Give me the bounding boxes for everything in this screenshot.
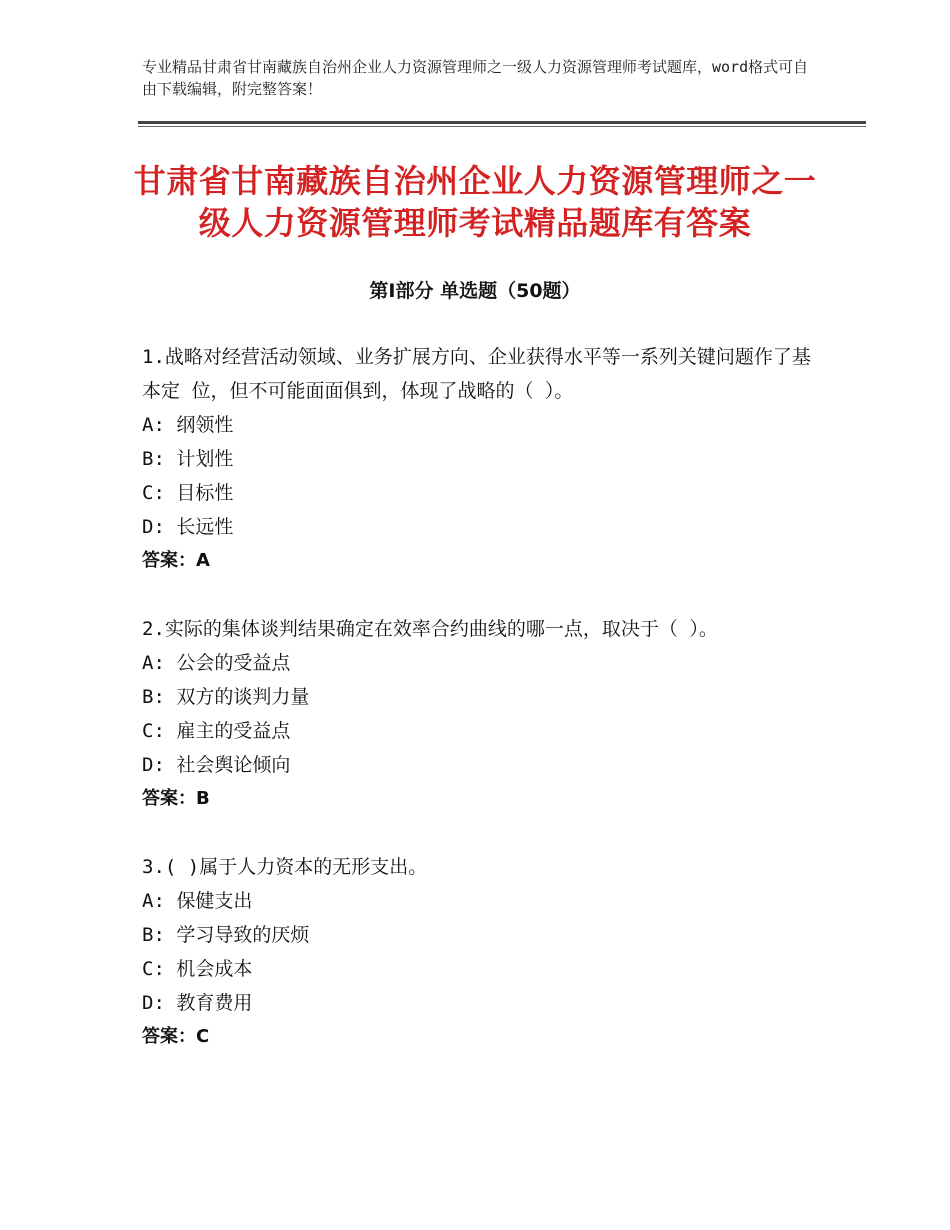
question-stem: 1.战略对经营活动领域、业务扩展方向、企业获得水平等一系列关键问题作了基本定 位，但不可能面面俱到，体现了战略的（ ）。: [142, 346, 811, 402]
option-a: A: 公会的受益点: [142, 652, 291, 674]
option-d: D: 社会舆论倾向: [142, 754, 291, 776]
option-b: B: 计划性: [142, 448, 234, 470]
option-b: B: 学习导致的厌烦: [142, 924, 310, 946]
section-title: 第Ⅰ部分 单选题（50题）: [369, 280, 581, 302]
option-d: D: 教育费用: [142, 992, 253, 1014]
question-1: [142, 340, 822, 578]
header-divider-thin: [138, 126, 866, 127]
document-title: 甘肃省甘南藏族自治州企业人力资源管理师之一级人力资源管理师考试精品题库有答案: [133, 162, 817, 242]
question-stem: 2.实际的集体谈判结果确定在效率合约曲线的哪一点，取决于（ ）。: [142, 618, 718, 640]
answer: 答案：A: [142, 550, 210, 571]
header-note: 专业精品甘肃省甘南藏族自治州企业人力资源管理师之一级人力资源管理师考试题库，word格式可自由下载编辑，附完整答案！: [142, 58, 809, 98]
question-2: [142, 612, 822, 816]
option-c: C: 雇主的受益点: [142, 720, 291, 742]
option-a: A: 纲领性: [142, 414, 234, 436]
option-c: C: 目标性: [142, 482, 234, 504]
answer: 答案：B: [142, 788, 210, 809]
option-d: D: 长远性: [142, 516, 234, 538]
question-3: [142, 850, 822, 1054]
option-a: A: 保健支出: [142, 890, 253, 912]
header-divider-thick: [138, 121, 866, 124]
question-list: [142, 340, 822, 1088]
question-stem: 3.( )属于人力资本的无形支出。: [142, 856, 428, 878]
option-b: B: 双方的谈判力量: [142, 686, 310, 708]
option-c: C: 机会成本: [142, 958, 253, 980]
answer: 答案：C: [142, 1026, 210, 1047]
